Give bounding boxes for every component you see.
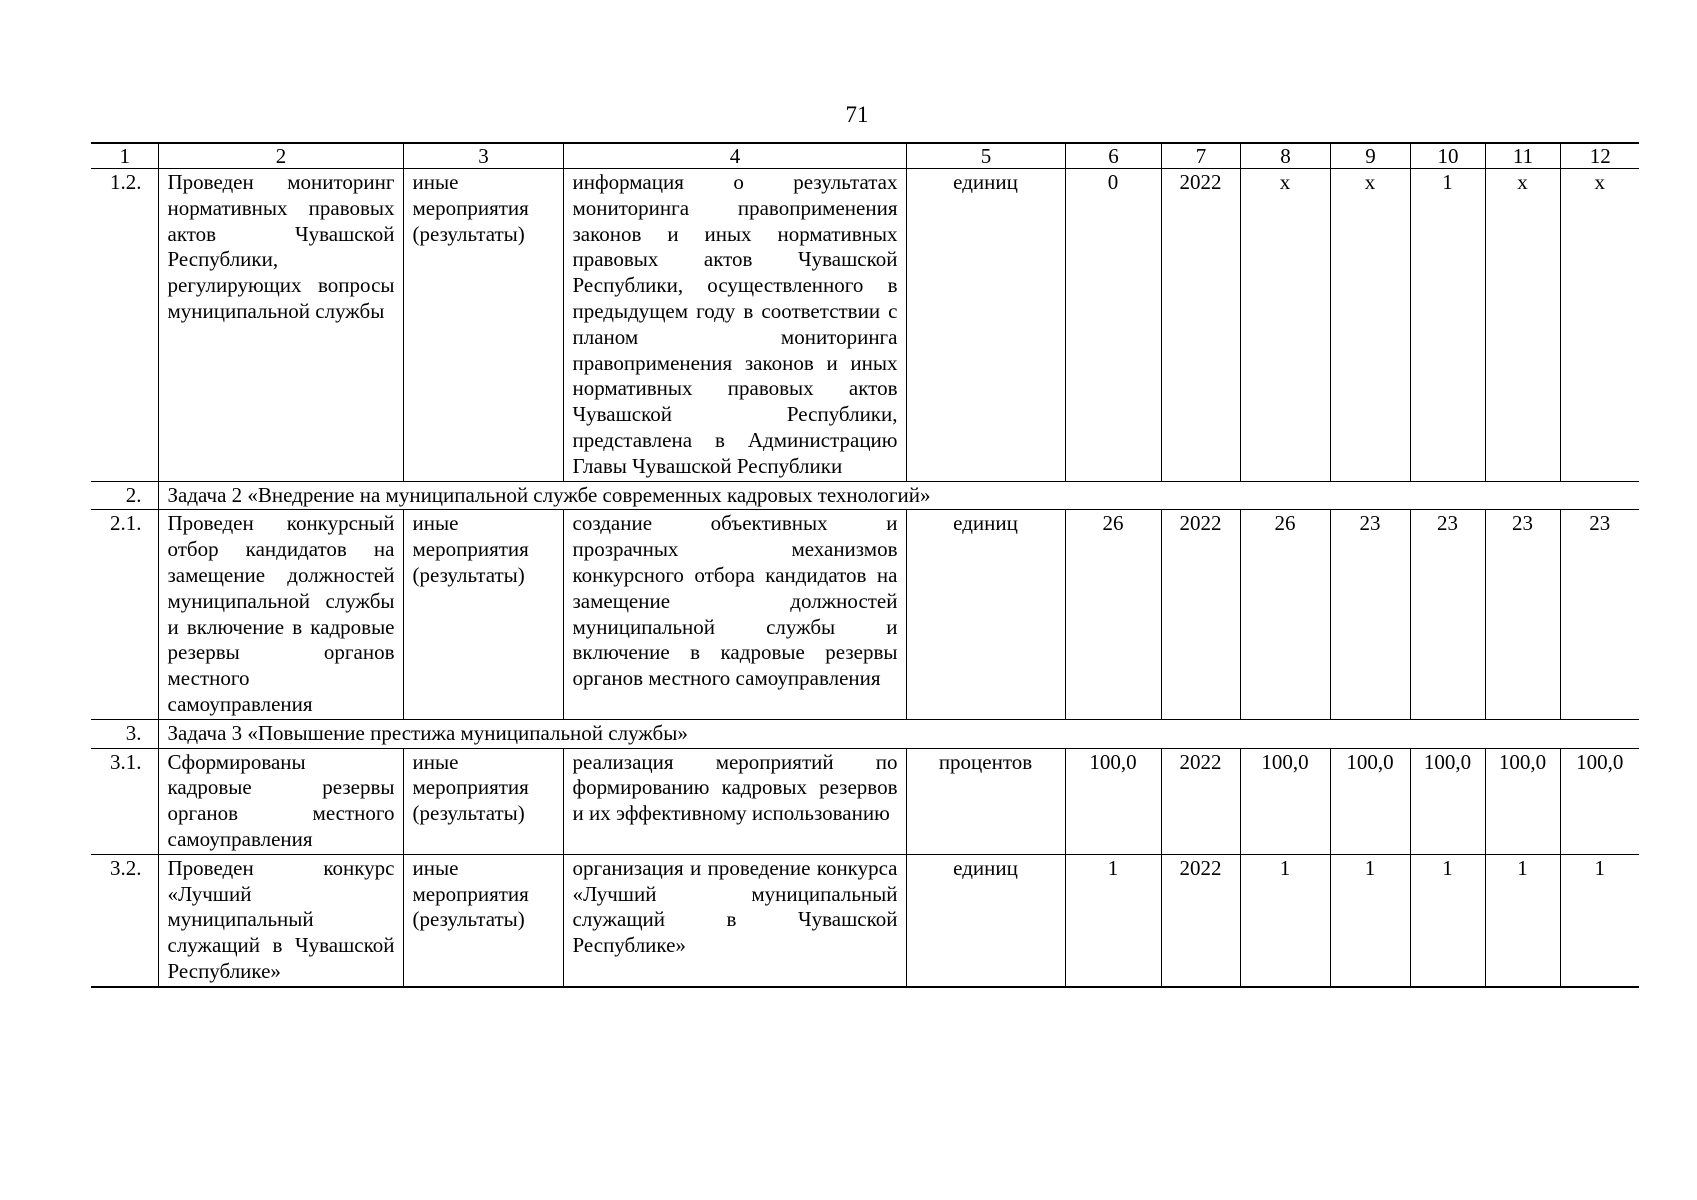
row-number: 1.2.: [91, 169, 158, 482]
column-number: 4: [563, 143, 906, 169]
value-col-8: 1: [1240, 854, 1330, 986]
value-col-11: 1: [1485, 854, 1560, 986]
column-number: 6: [1065, 143, 1161, 169]
value-col-11: 100,0: [1485, 748, 1560, 854]
value-col-8: 100,0: [1240, 748, 1330, 854]
column-number: 7: [1161, 143, 1240, 169]
result-type: иные мероприятия (результаты): [403, 169, 563, 482]
column-number: 9: [1330, 143, 1410, 169]
value-col-9: 23: [1330, 510, 1410, 719]
column-number: 12: [1560, 143, 1639, 169]
value-col-12: 1: [1560, 854, 1639, 986]
base-value: 0: [1065, 169, 1161, 482]
result-description: организация и проведение конкурса «Лучший муниципальный служащий в Чувашской Республике»: [563, 854, 906, 986]
result-name: Проведен конкурс «Лучший муниципальный служащий в Чувашской Республике»: [158, 854, 403, 986]
task-title: Задача 3 «Повышение престижа муниципальной службы»: [158, 719, 1639, 748]
base-year: 2022: [1161, 169, 1240, 482]
row-number: 2.1.: [91, 510, 158, 719]
result-type: иные мероприятия (результаты): [403, 748, 563, 854]
result-name: Проведен мониторинг нормативных правовых актов Чувашской Республики, регулирующих вопросы муниципальной службы: [158, 169, 403, 482]
value-col-9: 100,0: [1330, 748, 1410, 854]
result-type: иные мероприятия (результаты): [403, 854, 563, 986]
page-number: 71: [845, 102, 869, 127]
base-year: 2022: [1161, 748, 1240, 854]
value-col-11: 23: [1485, 510, 1560, 719]
result-type: иные мероприятия (результаты): [403, 510, 563, 719]
unit: процентов: [906, 748, 1065, 854]
value-col-10: 100,0: [1410, 748, 1485, 854]
unit: единиц: [906, 510, 1065, 719]
result-name: Проведен конкурсный отбор кандидатов на замещение должностей муниципальной службы и включение в кадровые резервы органов местного самоуправления: [158, 510, 403, 719]
column-number: 2: [158, 143, 403, 169]
value-col-11: х: [1485, 169, 1560, 482]
table-row: [91, 510, 1639, 719]
unit: единиц: [906, 169, 1065, 482]
task-row: [91, 719, 1639, 748]
column-number: 10: [1410, 143, 1485, 169]
value-col-8: х: [1240, 169, 1330, 482]
base-value: 100,0: [1065, 748, 1161, 854]
value-col-12: 23: [1560, 510, 1639, 719]
result-description: реализация мероприятий по формированию кадровых резервов и их эффективному использованию: [563, 748, 906, 854]
table-row: [91, 748, 1639, 854]
task-number: 3.: [91, 719, 158, 748]
value-col-10: 23: [1410, 510, 1485, 719]
base-year: 2022: [1161, 510, 1240, 719]
value-col-12: х: [1560, 169, 1639, 482]
result-description: информация о результатах мониторинга правоприменения законов и иных нормативных правовых актов Чувашской Республики, осуществленного в предыдущем году в соответствии с планом мониторинга правоприменения законов и иных нормативных правовых актов Чувашской Республики, представлена в Администрацию Главы Чувашской Республики: [563, 169, 906, 482]
column-number-row: [91, 143, 1639, 169]
table-row: [91, 169, 1639, 482]
table-row: [91, 854, 1639, 986]
column-number: 1: [91, 143, 158, 169]
task-number: 2.: [91, 481, 158, 510]
value-col-10: 1: [1410, 169, 1485, 482]
task-row: [91, 481, 1639, 510]
base-value: 26: [1065, 510, 1161, 719]
result-description: создание объективных и прозрачных механизмов конкурсного отбора кандидатов на замещение должностей муниципальной службы и включение в кадровые резервы органов местного самоуправления: [563, 510, 906, 719]
base-value: 1: [1065, 854, 1161, 986]
value-col-8: 26: [1240, 510, 1330, 719]
unit: единиц: [906, 854, 1065, 986]
value-col-9: х: [1330, 169, 1410, 482]
column-number: 5: [906, 143, 1065, 169]
row-number: 3.1.: [91, 748, 158, 854]
row-number: 3.2.: [91, 854, 158, 986]
base-year: 2022: [1161, 854, 1240, 986]
results-table: [91, 142, 1639, 988]
column-number: 3: [403, 143, 563, 169]
value-col-10: 1: [1410, 854, 1485, 986]
value-col-9: 1: [1330, 854, 1410, 986]
task-title: Задача 2 «Внедрение на муниципальной службе современных кадровых технологий»: [158, 481, 1639, 510]
column-number: 11: [1485, 143, 1560, 169]
result-name: Сформированы кадровые резервы органов местного самоуправления: [158, 748, 403, 854]
column-number: 8: [1240, 143, 1330, 169]
value-col-12: 100,0: [1560, 748, 1639, 854]
